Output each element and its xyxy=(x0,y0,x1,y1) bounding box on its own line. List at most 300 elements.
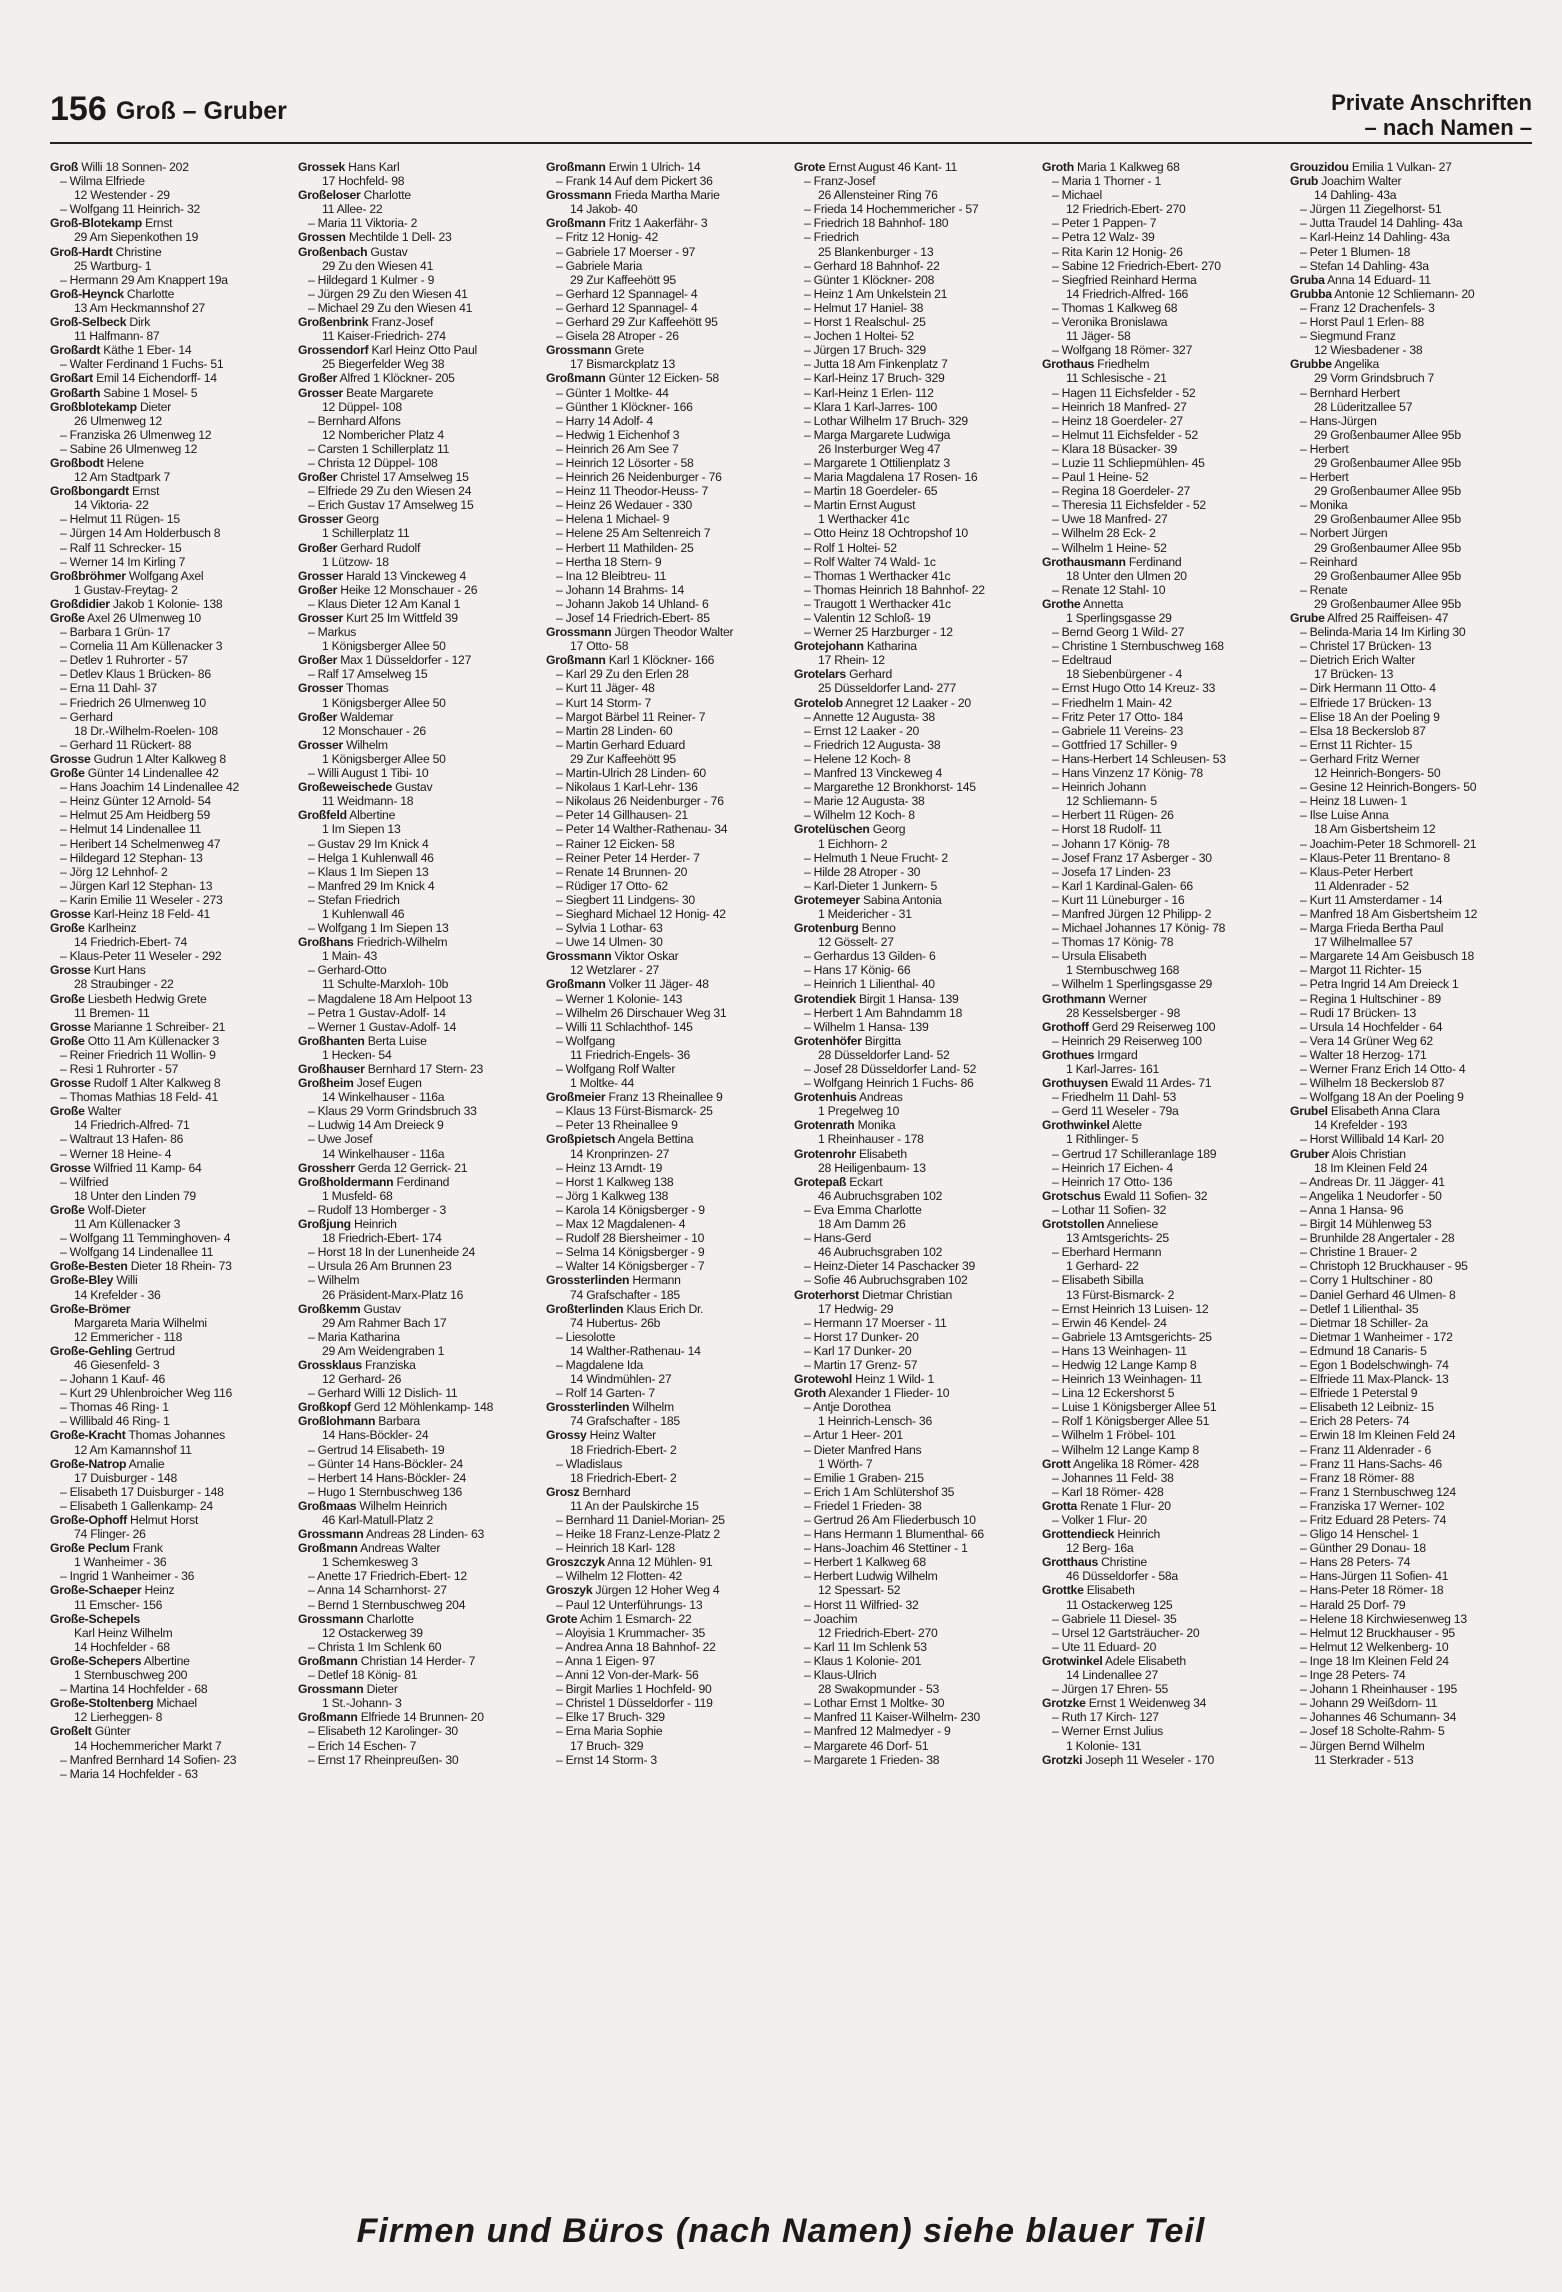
directory-entry: 1 Im Siepen 13 xyxy=(322,822,401,837)
entry-details: Irmgard xyxy=(1094,1047,1138,1062)
directory-entry xyxy=(50,1344,291,1358)
directory-entry xyxy=(298,245,539,259)
directory-entry: – Heribert 14 Schelmenweg 47 xyxy=(60,836,221,851)
directory-entry: – Thomas 46 Ring- 1 xyxy=(60,1400,169,1415)
entry-details: Heinz Walter xyxy=(586,1428,656,1443)
entry-details: Andreas Walter xyxy=(357,1541,441,1556)
entry-surname: Grubbe xyxy=(1290,357,1332,372)
directory-entry: 12 Wetzlarer - 27 xyxy=(570,963,660,978)
directory-entry: – Franz 11 Aldenrader - 6 xyxy=(1300,1442,1432,1457)
directory-entry: – Herbert 1 Am Bahndamm 18 xyxy=(804,1005,963,1020)
directory-entry: 1 Rheinhauser - 178 xyxy=(818,1132,924,1147)
directory-entry xyxy=(546,653,787,667)
directory-entry: – Stefan Friedrich xyxy=(308,892,400,907)
entry-surname: Groß-Selbeck xyxy=(50,315,127,330)
directory-entry: – Wilhelm 12 Koch- 8 xyxy=(804,808,915,823)
directory-entry: – Margot 11 Richter- 15 xyxy=(1300,963,1422,978)
directory-entry xyxy=(50,752,291,766)
directory-entry: 29 Großenbaumer Allee 95b xyxy=(1314,596,1461,611)
directory-entry: – Herbert 14 Hans-Böckler- 24 xyxy=(308,1470,467,1485)
directory-entry: – Hans-Joachim 46 Stettiner - 1 xyxy=(804,1541,968,1556)
directory-entry: – Karl 11 Im Schlenk 53 xyxy=(804,1639,927,1654)
directory-entry: 14 Friedrich-Alfred- 166 xyxy=(1066,286,1189,301)
directory-entry xyxy=(298,1710,539,1724)
directory-entry: – Markus xyxy=(308,625,357,640)
directory-entry: 1 Gerhard- 22 xyxy=(1066,1259,1139,1274)
directory-entry: – Regina 18 Goerdeler- 27 xyxy=(1052,484,1191,499)
entry-surname: Groth xyxy=(1042,160,1074,174)
directory-entry: – Willi August 1 Tibi- 10 xyxy=(308,766,429,781)
directory-column xyxy=(546,160,794,2200)
directory-entry: – Maria Magdalena 17 Rosen- 16 xyxy=(804,470,978,485)
directory-entry: – Peter 1 Pappen- 7 xyxy=(1052,216,1157,231)
entry-surname: Großelt xyxy=(50,1724,92,1739)
entry-surname: Grotendiek xyxy=(794,991,856,1006)
entry-surname: Grossmann xyxy=(546,625,612,640)
entry-surname: Grotenburg xyxy=(794,921,859,936)
directory-entry: 11 Am Küllenacker 3 xyxy=(74,1217,181,1232)
directory-entry: – Elisabeth 12 Karolinger- 30 xyxy=(308,1724,458,1739)
directory-entry xyxy=(298,541,539,555)
page-header xyxy=(50,80,1532,144)
entry-surname: Grote xyxy=(794,160,826,174)
directory-entry: – Gerhard 12 Spannagel- 4 xyxy=(556,300,698,315)
entry-surname: Grotelars xyxy=(794,667,846,682)
entry-surname: Große-Brömer xyxy=(50,1301,131,1316)
directory-entry: 17 Otto- 58 xyxy=(570,639,629,654)
entry-details: Helene xyxy=(103,455,144,470)
entry-surname: Große-Gehling xyxy=(50,1343,133,1358)
directory-entry: – Walter 18 Herzog- 171 xyxy=(1300,1047,1427,1062)
entry-surname: Groß-Hardt xyxy=(50,244,113,259)
directory-entry: – Heinz 26 Wedauer - 330 xyxy=(556,498,693,513)
directory-entry: – Maria Katharina xyxy=(308,1329,400,1344)
entry-surname: Grossterlinden xyxy=(546,1400,630,1415)
directory-entry xyxy=(1042,1696,1283,1710)
entry-details: Ewald 11 Sofien- 32 xyxy=(1100,1188,1208,1203)
directory-entry xyxy=(794,1118,1035,1132)
directory-entry xyxy=(298,230,539,244)
directory-entry: – Karl 18 Römer- 428 xyxy=(1052,1484,1164,1499)
directory-entry: 1 Heinrich-Lensch- 36 xyxy=(818,1414,932,1429)
entry-details: Christel 17 Amselweg 15 xyxy=(337,470,469,485)
directory-entry xyxy=(50,1203,291,1217)
directory-entry xyxy=(1290,287,1531,301)
entry-details: Joseph 11 Weseler - 170 xyxy=(1082,1752,1214,1767)
directory-entry: – Maria 14 Hochfelder - 63 xyxy=(60,1766,198,1781)
directory-entry: – Bernhard 11 Daniel-Morian- 25 xyxy=(556,1513,725,1527)
directory-columns xyxy=(50,160,1540,2200)
directory-entry: – Manfred 13 Vinckeweg 4 xyxy=(804,766,943,781)
directory-entry xyxy=(546,188,787,202)
directory-entry: 1 Meidericher - 31 xyxy=(818,906,912,921)
directory-entry xyxy=(50,1273,291,1287)
entry-surname: Große-Stoltenberg xyxy=(50,1696,154,1711)
directory-entry xyxy=(50,216,291,230)
entry-details: Ferdinand xyxy=(393,1174,450,1189)
directory-entry: 17 Duisburger - 148 xyxy=(74,1470,177,1485)
entry-surname: Große-Besten xyxy=(50,1259,128,1274)
directory-entry: – Karl-Heinz 17 Bruch- 329 xyxy=(804,371,945,386)
entry-surname: Großterlinden xyxy=(546,1301,624,1316)
directory-entry: – Ernst Heinrich 13 Luisen- 12 xyxy=(1052,1301,1209,1316)
entry-surname: Großbröhmer xyxy=(50,568,126,583)
directory-entry: – Heike 18 Franz-Lenze-Platz 2 xyxy=(556,1527,720,1542)
entry-details: Harald 13 Vinckeweg 4 xyxy=(343,568,466,583)
directory-entry: – Heinz 18 Goerdeler- 27 xyxy=(1052,413,1183,428)
entry-surname: Großmann xyxy=(546,371,606,386)
directory-entry: – Heinrich Johann xyxy=(1052,780,1146,795)
directory-entry xyxy=(50,1104,291,1118)
directory-entry: – Magdalene Ida xyxy=(556,1357,644,1372)
directory-entry xyxy=(298,315,539,329)
entry-details: Frank xyxy=(129,1541,163,1556)
directory-entry: – Friedrich 26 Ulmenweg 10 xyxy=(60,695,206,710)
directory-entry: 11 Aldenrader - 52 xyxy=(1314,878,1409,893)
directory-entry: – Artur 1 Heer- 201 xyxy=(804,1428,903,1443)
directory-entry: – Lina 12 Eckershorst 5 xyxy=(1052,1386,1175,1401)
directory-entry: – Hermann 29 Am Knappert 19a xyxy=(60,272,228,287)
entry-surname: Grotemeyer xyxy=(794,892,860,907)
entry-surname: Grotejohann xyxy=(794,639,864,654)
entry-details: Marianne 1 Schreiber- 21 xyxy=(90,1019,226,1034)
directory-entry: – Wilhelm 1 Hansa- 139 xyxy=(804,1019,929,1034)
entry-details: Christian 14 Herder- 7 xyxy=(357,1653,476,1668)
directory-entry xyxy=(50,245,291,259)
directory-entry: 1 Schillerplatz 11 xyxy=(322,526,410,541)
entry-surname: Grossmann xyxy=(546,949,612,964)
directory-column xyxy=(1042,160,1290,2200)
directory-entry: – Jürgen 29 Zu den Wiesen 41 xyxy=(308,286,468,301)
directory-entry: – Selma 14 Königsberger - 9 xyxy=(556,1245,705,1260)
entry-details: Helmut Horst xyxy=(126,1513,199,1527)
entry-details: Birgitta xyxy=(861,1033,901,1048)
entry-details: Wilhelm xyxy=(343,737,388,752)
directory-entry: – Franz 12 Drachenfels- 3 xyxy=(1300,300,1435,315)
entry-surname: Grosser xyxy=(298,681,343,696)
entry-details: Axel 26 Ulmenweg 10 xyxy=(84,611,201,625)
directory-entry: 18 Dr.-Wilhelm-Roelen- 108 xyxy=(74,723,218,738)
directory-entry: 29 Großenbaumer Allee 95b xyxy=(1314,540,1461,555)
entry-surname: Große xyxy=(50,766,85,781)
directory-entry: 14 Viktoria- 22 xyxy=(74,498,149,513)
directory-entry: – Bernhard Alfons xyxy=(308,413,401,428)
entry-details: Wolfgang Axel xyxy=(125,568,204,583)
directory-entry: 14 Dahling- 43a xyxy=(1314,188,1397,203)
directory-entry: 18 Unter den Ulmen 20 xyxy=(1066,568,1187,583)
directory-entry xyxy=(298,1612,539,1626)
directory-entry: – Horst 1 Kalkweg 138 xyxy=(556,1174,674,1189)
directory-entry xyxy=(546,1273,787,1287)
directory-entry: – Hildegard 1 Kulmer - 9 xyxy=(308,272,435,287)
directory-entry xyxy=(50,569,291,583)
directory-entry: 12 Berg- 16a xyxy=(1066,1541,1134,1556)
directory-entry: – Renate 14 Brunnen- 20 xyxy=(556,864,688,879)
directory-entry: – Elisabeth Sibilla xyxy=(1052,1273,1144,1288)
directory-entry: – Heinz-Dieter 14 Paschacker 39 xyxy=(804,1259,976,1274)
directory-entry: – Wilhelm 12 Flotten- 42 xyxy=(556,1569,683,1584)
entry-details: Birgit 1 Hansa- 139 xyxy=(855,991,959,1006)
directory-entry: – Petra Ingrid 14 Am Dreieck 1 xyxy=(1300,977,1459,992)
directory-entry xyxy=(50,400,291,414)
directory-entry: – Elisabeth 12 Leibniz- 15 xyxy=(1300,1400,1434,1415)
directory-entry: – Wilhelm 28 Eck- 2 xyxy=(1052,526,1156,541)
directory-entry: – Helene 25 Am Seltenreich 7 xyxy=(556,526,711,541)
directory-entry: – Rüdiger 17 Otto- 62 xyxy=(556,878,668,893)
entry-surname: Großenbrink xyxy=(298,315,369,330)
directory-entry: – Ludwig 14 Am Dreieck 9 xyxy=(308,1118,444,1133)
directory-entry: – Johann 1 Rheinhauser - 195 xyxy=(1300,1682,1457,1697)
entry-details: Jakob 1 Kolonie- 138 xyxy=(109,596,223,611)
entry-surname: Groß-Heynck xyxy=(50,286,124,301)
entry-details: Waldemar xyxy=(337,709,394,724)
entry-details: Karl Heinz Otto Paul xyxy=(368,343,477,358)
directory-entry: – Rita Karin 12 Honig- 26 xyxy=(1052,244,1183,259)
directory-entry: – Elisabeth 1 Gallenkamp- 24 xyxy=(60,1498,213,1513)
directory-entry: – Elise 18 An der Poeling 9 xyxy=(1300,709,1440,724)
directory-entry xyxy=(794,992,1035,1006)
directory-entry: – Sofie 46 Aubruchsgraben 102 xyxy=(804,1273,968,1288)
directory-entry: – Friedhelm 1 Main- 42 xyxy=(1052,695,1172,710)
directory-entry: – Gerhard 12 Spannagel- 4 xyxy=(556,286,698,301)
directory-entry xyxy=(794,1147,1035,1161)
directory-entry: 29 Zur Kaffeehött 95 xyxy=(570,272,676,287)
directory-entry xyxy=(1290,611,1531,625)
directory-entry: – Hildegard 12 Stephan- 13 xyxy=(60,850,203,865)
directory-entry: – Manfred 29 Im Knick 4 xyxy=(308,878,435,893)
directory-entry: – Martina 14 Hochfelder - 68 xyxy=(60,1682,208,1697)
directory-entry: – Norbert Jürgen xyxy=(1300,526,1388,541)
directory-entry: – Hertha 18 Stern- 9 xyxy=(556,554,662,569)
directory-entry: – Michael Johannes 17 König- 78 xyxy=(1052,921,1226,936)
directory-entry xyxy=(50,343,291,357)
directory-entry xyxy=(546,1485,787,1499)
directory-entry: – Hans 17 König- 66 xyxy=(804,963,911,978)
directory-entry: – Herbert 1 Kalkweg 68 xyxy=(804,1555,926,1570)
directory-entry: – Lothar Wilhelm 17 Bruch- 329 xyxy=(804,413,968,428)
entry-surname: Grossmann xyxy=(298,1527,364,1542)
directory-entry: – Hans-Jürgen xyxy=(1300,413,1377,428)
directory-entry xyxy=(50,766,291,780)
directory-entry: – Martin 28 Linden- 60 xyxy=(556,723,673,738)
entry-details: Anneliese xyxy=(1104,1217,1159,1232)
entry-details: Adele Elisabeth xyxy=(1102,1653,1186,1668)
directory-entry: – Hans-Jürgen 11 Sofien- 41 xyxy=(1300,1569,1449,1584)
entry-surname: Grossklaus xyxy=(298,1357,362,1372)
entry-surname: Grotzki xyxy=(1042,1752,1083,1767)
entry-surname: Großpietsch xyxy=(546,1132,616,1147)
directory-entry: 28 Swakopmunder - 53 xyxy=(818,1682,940,1697)
directory-entry: – Eberhard Hermann xyxy=(1052,1245,1162,1260)
entry-surname: Grosse xyxy=(50,1076,91,1091)
directory-entry xyxy=(1042,1118,1283,1132)
directory-entry: – Gabriele 17 Moerser - 97 xyxy=(556,244,696,259)
directory-entry: 1 Schemkesweg 3 xyxy=(322,1555,418,1570)
directory-entry: 12 Schliemann- 5 xyxy=(1066,794,1157,809)
directory-entry: – Lothar Ernst 1 Moltke- 30 xyxy=(804,1696,945,1711)
entry-details: Liesbeth Hedwig Grete xyxy=(84,991,207,1006)
directory-entry: 28 Kesselsberger - 98 xyxy=(1066,1005,1180,1020)
directory-entry: 29 Zu den Wiesen 41 xyxy=(322,258,434,273)
directory-entry: – Gustav 29 Im Knick 4 xyxy=(308,836,429,851)
directory-entry: – Kurt 14 Storm- 7 xyxy=(556,695,652,710)
directory-entry: – Maria 1 Thorner - 1 xyxy=(1052,174,1162,189)
directory-entry: – Ernst 12 Laaker - 20 xyxy=(804,723,920,738)
directory-entry: – Helmuth 1 Neue Frucht- 2 xyxy=(804,850,948,865)
directory-entry: 1 Main- 43 xyxy=(322,949,378,964)
directory-entry: – Margot Bärbel 11 Reiner- 7 xyxy=(556,709,706,724)
entry-details: Volker 11 Jäger- 48 xyxy=(605,977,709,992)
entry-details: Eckart xyxy=(846,1174,883,1189)
directory-entry: – Manfred 11 Kaiser-Wilhelm- 230 xyxy=(804,1710,981,1725)
directory-entry: – Michael 29 Zu den Wiesen 41 xyxy=(308,300,473,315)
entry-details: Ewald 11 Ardes- 71 xyxy=(1107,1076,1212,1091)
directory-entry: – Jörg 12 Lehnhof- 2 xyxy=(60,864,168,879)
directory-entry: – Frieda 14 Hochemmericher - 57 xyxy=(804,202,979,217)
entry-details: Ernst August 46 Kant- 11 xyxy=(825,160,957,174)
directory-entry xyxy=(50,1161,291,1175)
entry-surname: Großfeld xyxy=(298,808,347,823)
entry-surname: Großer xyxy=(298,540,338,555)
entry-details: Barbara xyxy=(375,1414,420,1429)
entry-details: Sabina Antonia xyxy=(859,892,942,907)
directory-entry: – Wolfgang xyxy=(556,1033,615,1048)
directory-entry: – Margarete 46 Dorf- 51 xyxy=(804,1738,929,1753)
directory-entry: – Werner Franz Erich 14 Otto- 4 xyxy=(1300,1062,1466,1076)
entry-details: Gertrud xyxy=(132,1343,175,1358)
entry-surname: Grube xyxy=(1290,611,1325,625)
directory-entry: – Gligo 14 Henschel- 1 xyxy=(1300,1527,1419,1542)
entry-surname: Grotenrohr xyxy=(794,1146,856,1161)
directory-entry: – Manfred 18 Am Gisbertsheim 12 xyxy=(1300,906,1478,921)
directory-entry: – Gerhard 29 Zur Kaffeehött 95 xyxy=(556,315,718,330)
directory-entry: – Helmut 11 Rügen- 15 xyxy=(60,512,180,527)
directory-entry: – Heinrich 13 Weinhagen- 11 xyxy=(1052,1372,1202,1387)
directory-entry: – Erich 14 Eschen- 7 xyxy=(308,1738,417,1753)
directory-entry xyxy=(50,597,291,611)
entry-surname: Großmann xyxy=(546,653,606,668)
directory-entry: – Manfred 12 Malmedyer - 9 xyxy=(804,1724,951,1739)
directory-entry: 1 Musfeld- 68 xyxy=(322,1188,393,1203)
directory-entry: 11 Sterkrader - 513 xyxy=(1314,1752,1414,1767)
directory-entry: 11 Kaiser-Friedrich- 274 xyxy=(322,329,446,344)
entry-surname: Großeloser xyxy=(298,188,361,203)
directory-entry: – Joachim xyxy=(804,1611,858,1626)
directory-entry: – Walter Ferdinand 1 Fuchs- 51 xyxy=(60,357,224,372)
entry-details: Friedhelm xyxy=(1094,357,1150,372)
directory-entry: – Eva Emma Charlotte xyxy=(804,1202,922,1217)
directory-entry: 14 Friedrich-Alfred- 71 xyxy=(74,1118,190,1133)
directory-entry: – Erwin 46 Kendel- 24 xyxy=(1052,1315,1167,1330)
directory-entry: 14 Winkelhauser - 116a xyxy=(322,1146,445,1161)
entry-surname: Große-Bley xyxy=(50,1273,114,1288)
directory-entry: – Wladislaus xyxy=(556,1456,623,1471)
directory-entry: – Paul 12 Unterführungs- 13 xyxy=(556,1597,703,1612)
entry-surname: Grosse xyxy=(50,1160,91,1175)
entry-surname: Große-Ophoff xyxy=(50,1513,127,1527)
entry-surname: Große xyxy=(50,1033,85,1048)
directory-entry: 1 Kolonie- 131 xyxy=(1066,1738,1142,1753)
entry-details: Christine xyxy=(1097,1555,1147,1570)
directory-entry: – Gerhard 18 Bahnhof- 22 xyxy=(804,258,940,273)
directory-entry: 29 Großenbaumer Allee 95b xyxy=(1314,427,1461,442)
directory-entry: – Rainer 12 Eicken- 58 xyxy=(556,836,675,851)
directory-entry: – Ernst 17 Rheinpreußen- 30 xyxy=(308,1752,459,1767)
entry-surname: Grouzidou xyxy=(1290,160,1349,174)
directory-column xyxy=(794,160,1042,2200)
directory-entry: 12 Düppel- 108 xyxy=(322,399,402,414)
directory-entry: – Peter 14 Walther-Rathenau- 34 xyxy=(556,822,728,837)
entry-surname: Großmaas xyxy=(298,1498,357,1513)
directory-entry: 14 Hochemmericher Markt 7 xyxy=(74,1738,222,1753)
entry-surname: Großer xyxy=(298,470,338,485)
directory-entry: 14 Jakob- 40 xyxy=(570,202,638,217)
entry-details: Albertine xyxy=(141,1653,190,1668)
directory-entry: 25 Düsseldorfer Land- 277 xyxy=(818,681,957,696)
directory-entry: 12 Wiesbadener - 38 xyxy=(1314,343,1423,358)
entry-surname: Grottendieck xyxy=(1042,1527,1115,1542)
directory-entry: 1 Werthacker 41c xyxy=(818,512,910,527)
directory-entry xyxy=(298,371,539,385)
directory-entry: 46 Aubruchsgraben 102 xyxy=(818,1245,943,1260)
directory-entry: – Kurt 11 Amsterdamer - 14 xyxy=(1300,892,1443,907)
directory-entry: – Sabine 12 Friedrich-Ebert- 270 xyxy=(1052,258,1221,273)
directory-entry: – Inge 18 Im Kleinen Feld 24 xyxy=(1300,1653,1449,1668)
directory-entry: – Heinrich 18 Karl- 128 xyxy=(556,1541,675,1556)
directory-entry: – Uwe Josef xyxy=(308,1132,373,1147)
entry-details: Elisabeth xyxy=(1083,1583,1135,1598)
directory-entry: – Johannes 11 Feld- 38 xyxy=(1052,1470,1174,1485)
directory-entry: – Rudi 17 Brücken- 13 xyxy=(1300,1005,1417,1020)
directory-entry: – Heinrich 12 Lösorter - 58 xyxy=(556,455,694,470)
directory-entry xyxy=(50,1428,291,1442)
entry-details: Klaus Erich Dr. xyxy=(623,1301,704,1316)
entry-surname: Grosse xyxy=(50,751,91,766)
directory-entry: 12 Am Stadtpark 7 xyxy=(74,470,171,485)
entry-surname: Grosser xyxy=(298,568,343,583)
entry-details: Elisabeth Anna Clara xyxy=(1327,1104,1440,1119)
directory-entry: – Karl-Heinz 1 Erlen- 112 xyxy=(804,385,934,400)
entry-surname: Groth xyxy=(794,1386,826,1401)
directory-entry xyxy=(794,1034,1035,1048)
directory-entry: – Jürgen 17 Ehren- 55 xyxy=(1052,1682,1169,1697)
directory-entry: – Ruth 17 Kirch- 127 xyxy=(1052,1710,1159,1725)
entry-surname: Großmeier xyxy=(546,1090,606,1105)
directory-entry: – Franz 11 Hans-Sachs- 46 xyxy=(1300,1456,1442,1471)
directory-entry: 29 Zur Kaffeehött 95 xyxy=(570,751,676,766)
directory-entry: – Dietmar 1 Wanheimer - 172 xyxy=(1300,1329,1453,1344)
directory-entry: 1 Wanheimer - 36 xyxy=(74,1555,167,1570)
directory-entry: – Gerhardus 13 Gilden- 6 xyxy=(804,949,936,964)
directory-entry: – Ralf 11 Schrecker- 15 xyxy=(60,540,182,555)
directory-entry: – Günter 1 Klöckner- 208 xyxy=(804,272,935,287)
directory-entry xyxy=(1042,1020,1283,1034)
directory-entry: – Volker 1 Flur- 20 xyxy=(1052,1513,1147,1527)
directory-entry: – Joachim-Peter 18 Schmorell- 21 xyxy=(1300,836,1477,851)
entry-details: Jürgen 12 Hoher Weg 4 xyxy=(592,1583,720,1598)
directory-entry: – Hans Hermann 1 Blumenthal- 66 xyxy=(804,1527,984,1542)
directory-entry: – Elke 17 Bruch- 329 xyxy=(556,1710,665,1725)
directory-entry: 14 Kronprinzen- 27 xyxy=(570,1146,670,1161)
directory-entry xyxy=(50,315,291,329)
directory-entry: 12 Gerhard- 26 xyxy=(322,1372,402,1387)
directory-entry xyxy=(1042,1076,1283,1090)
directory-entry xyxy=(794,639,1035,653)
directory-entry: – Kurt 11 Lüneburger - 16 xyxy=(1052,892,1185,907)
directory-entry: – Ernst 11 Richter- 15 xyxy=(1300,737,1413,752)
directory-entry: – Maria 11 Viktoria- 2 xyxy=(308,216,418,231)
entry-surname: Grossy xyxy=(546,1428,587,1443)
